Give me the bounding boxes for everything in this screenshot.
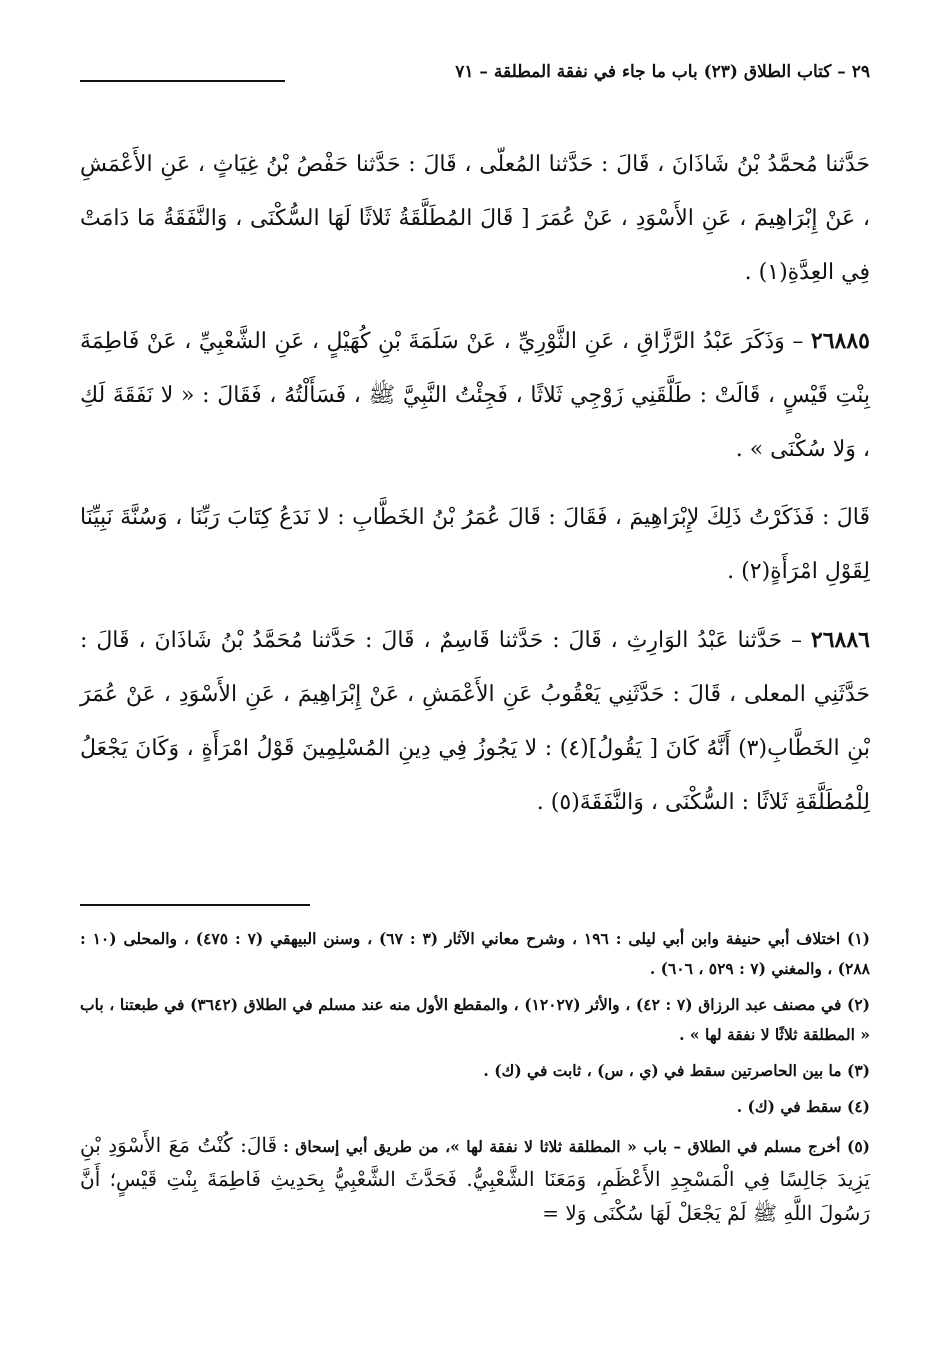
footnotes	[80, 924, 870, 1236]
paragraph-text: قَالَ : فَذَكَرْتُ ذَلِكَ لإِبْرَاهِيمَ ، فَقَالَ : قَالَ عُمَرُ بْنُ الخَطَّابِ : لا نَدَعُ كِتَابَ رَبِّنَا ، وَسُنَّةَ نَبِيِّنَا لِقَوْلِ امْرَأَةٍ(٢) .	[80, 505, 870, 584]
main-text	[80, 138, 870, 840]
paragraph-2	[80, 314, 870, 477]
paragraph-4	[80, 613, 870, 830]
footnote-1: (١) اختلاف أبي حنيفة وابن أبي ليلى : ١٩٦ ، وشرح معاني الآثار (٣ : ٦٧) ، وسنن البيهقي (٧ : ٤٧٥) ، والمحلى (١٠ : ٢٨٨) ، والمغني (٧ : ٥٢٩ ، ٦٠٦) .	[80, 929, 871, 978]
footnote-4: (٤) سقط في (ك) .	[736, 1097, 870, 1116]
running-header	[80, 62, 870, 102]
hadith-number: ٢٦٨٨٦	[810, 627, 870, 653]
paragraph-1	[80, 138, 870, 300]
paragraph-text: حَدَّثنا مُحمَّدُ بْنُ شَاذَانَ ، قَالَ : حَدَّثنا المُعلّى ، قَالَ : حَدَّثنا حَفْصُ بْنُ غِيَاثٍ ، عَنِ الأَعْمَشِ ، عَنْ إِبْرَاهِيمَ ، عَنِ الأَسْوَدِ ، عَنْ عُمَرَ [ قَالَ المُطَلَّقَةُ ثَلاثًا لَهَا السُّكْنَى ، وَالنَّفَقَةُ مَا دَامَتْ فِي العِدَّةِ(١) .	[80, 152, 870, 285]
footnote-separator	[80, 904, 310, 906]
header-rule	[80, 80, 285, 82]
paragraph-text: – وَذَكَرَ عَبْدُ الرَّزَّاقِ ، عَنِ الثَّوْرِيِّ ، عَنْ سَلَمَةَ بْنِ كُهَيْلٍ ، عَنِ الشَّعْبِيِّ ، عَنْ فَاطِمَةَ بِنْتِ قَيْسٍ ، قَالَتْ : طَلَّقَنِي زَوْجِي ثَلاثًا ، فَجِئْتُ النَّبِيَّ ﷺ ، فَسَأَلْتُهُ ، فَقَالَ : « لا نَفَقَةَ لَكِ ، وَلا سُكْنَى » .	[80, 329, 870, 462]
hadith-number: ٢٦٨٨٥	[810, 328, 870, 354]
footnote-5	[80, 1128, 870, 1230]
header-title: ٢٩ – كتاب الطلاق (٢٣) باب ما جاء في نفقة المطلقة – ٧١	[455, 62, 870, 82]
paragraph-3	[80, 491, 870, 599]
paragraph-text: – حَدَّثنا عَبْدُ الوَارِثِ ، قَالَ : حَدَّثنا قَاسِمٌ ، قَالَ : حَدَّثنا مُحَمَّدُ بْنُ شَاذَانَ ، قَالَ : حَدَّثَنِي المعلى ، قَالَ : حَدَّثَنِي يَعْقُوبُ عَنِ الأَعْمَشِ ، عَنْ إِبْرَاهِيمَ ، عَنِ الأَسْوَدِ ، عَنْ عُمَرَ بْنِ الخَطَّابِ(٣) أَنَّهُ كَانَ [ يَقُولُ](٤) : لا يَجُوزُ فِي دِينِ المُسْلِمِينَ قَوْلُ امْرَأَةٍ ، وَكَانَ يَجْعَلُ لِلْمُطَلَّقَةِ ثَلاثًا : السُّكْنَى ، وَالنَّفَقَةَ(٥) .	[80, 628, 870, 815]
footnote-3: (٣) ما بين الحاصرتين سقط في (ي ، س) ، ثابت في (ك) .	[483, 1061, 870, 1080]
footnote-5-quote: قَالَ: كُنْتُ مَعَ الأَسْوَدِ بْنِ يَزِيدَ جَالِسًا فِي الْمَسْجِدِ الأَعْظَمِ، وَمَعَنَا الشَّعْبِيُّ. فَحَدَّثَ الشَّعْبِيُّ بِحَدِيثِ فَاطِمَةَ بِنْتِ قَيْسٍ؛ أَنَّ رَسُولَ اللَّهِ ﷺ لَمْ يَجْعَلْ لَهَا سُكْنَى وَلا =	[80, 1133, 870, 1225]
book-page	[80, 40, 870, 1340]
footnote-5-lead: (٥) أخرج مسلم في الطلاق – باب « المطلقة ثلاثا لا نفقة لها »، من طريق أبي إسحاق :	[283, 1137, 870, 1156]
footnote-2: (٢) في مصنف عبد الرزاق (٧ : ٤٢) ، والأثر (١٢٠٢٧) ، والمقطع الأول منه عند مسلم في الطلاق (٣٦٤٢) في طبعتنا ، باب « المطلقة ثلاثًا لا نفقة لها » .	[80, 995, 871, 1044]
